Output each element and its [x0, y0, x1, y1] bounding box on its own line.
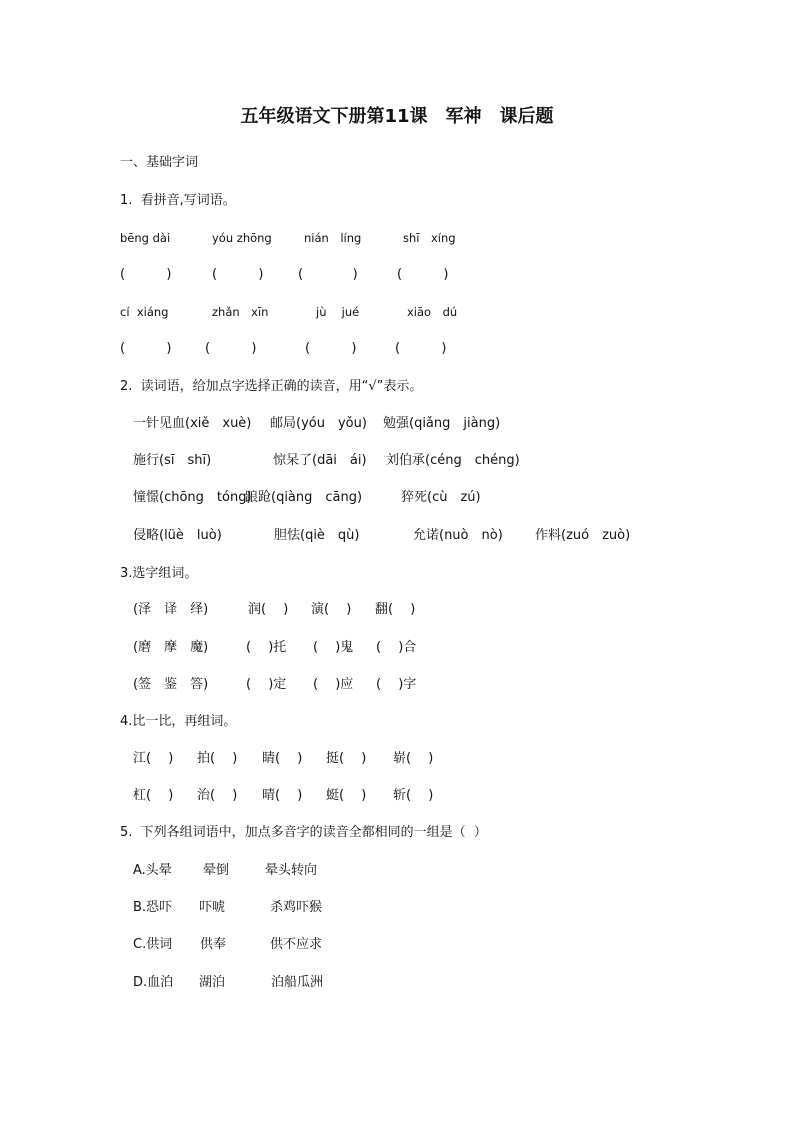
- q1-pinyin: bēng dài: [120, 231, 171, 245]
- q3-blank[interactable]: ( )托: [246, 640, 287, 655]
- q4-blank[interactable]: 睛( ): [262, 751, 303, 766]
- q2-item[interactable]: 一针见血(xiě xuè): [133, 416, 252, 431]
- q5-option-word: 供不应求: [270, 937, 323, 952]
- q1-blank[interactable]: ( ): [212, 267, 264, 282]
- q4-blank[interactable]: 晴( ): [262, 788, 303, 803]
- q1-pinyin: shī xíng: [403, 231, 456, 245]
- q5-option-word: 晕头转向: [265, 863, 318, 878]
- q5-option-word: 杀鸡吓猴: [270, 900, 323, 915]
- q5-option-word: 湖泊: [199, 975, 226, 990]
- q3-blank[interactable]: 翻( ): [375, 602, 416, 617]
- q2-item[interactable]: 施行(sī shī): [133, 453, 212, 468]
- q2-item[interactable]: 侵略(lüè luò): [133, 528, 222, 543]
- q1-blank[interactable]: ( ): [120, 267, 172, 282]
- q4-blank[interactable]: 治( ): [197, 788, 238, 803]
- q2-item[interactable]: 刘伯承(céng chéng): [386, 453, 520, 468]
- q1-blank[interactable]: ( ): [305, 341, 357, 356]
- q4-prompt: 4.比一比，再组词。: [120, 714, 237, 729]
- q3-blank[interactable]: ( )定: [246, 677, 287, 692]
- q1-pinyin: yóu zhōng: [212, 231, 272, 245]
- q4-blank[interactable]: 崭( ): [393, 751, 434, 766]
- q2-item[interactable]: 作料(zuó zuò): [535, 528, 631, 543]
- q5-prompt: 5. 下列各组词语中，加点多音字的读音全都相同的一组是（ ）: [120, 825, 487, 840]
- q5-option-word: 泊船瓜洲: [271, 975, 324, 990]
- q5-option-word: 晕倒: [203, 863, 230, 878]
- q3-choice-group: (泽 译 绎): [133, 602, 209, 617]
- q5-option-c[interactable]: C.供词: [133, 937, 173, 952]
- q4-blank[interactable]: 蜓( ): [326, 788, 367, 803]
- q3-prompt: 3.选字组词。: [120, 566, 198, 581]
- q4-blank[interactable]: 挺( ): [326, 751, 367, 766]
- q2-item[interactable]: 踉跄(qiàng cāng): [245, 490, 363, 505]
- q4-blank[interactable]: 江( ): [133, 751, 174, 766]
- q4-blank[interactable]: 拍( ): [197, 751, 238, 766]
- section-heading: 一、基础字词: [120, 155, 199, 170]
- q1-prompt: 1. 看拼音,写词语。: [120, 193, 236, 208]
- q2-item[interactable]: 邮局(yóu yǒu): [270, 416, 367, 431]
- q1-blank[interactable]: ( ): [395, 341, 447, 356]
- q5-option-d[interactable]: D.血泊: [133, 975, 174, 990]
- q2-prompt: 2. 读词语，给加点字选择正确的读音，用“√”表示。: [120, 379, 423, 394]
- q2-item[interactable]: 胆怯(qiè qù): [274, 528, 360, 543]
- q1-pinyin: zhǎn xīn: [212, 305, 269, 319]
- q3-blank[interactable]: 润( ): [248, 602, 289, 617]
- q4-blank[interactable]: 斩( ): [393, 788, 434, 803]
- q2-item[interactable]: 猝死(cù zú): [401, 490, 481, 505]
- q5-option-b[interactable]: B.恐吓: [133, 900, 173, 915]
- q3-blank[interactable]: ( )应: [313, 677, 354, 692]
- q1-blank[interactable]: ( ): [397, 267, 449, 282]
- q3-choice-group: (签 鉴 答): [133, 677, 209, 692]
- q2-item[interactable]: 勉强(qiǎng jiàng): [383, 416, 501, 431]
- q5-option-a[interactable]: A.头晕: [133, 863, 172, 878]
- q3-blank[interactable]: ( )合: [376, 640, 417, 655]
- q1-blank[interactable]: ( ): [298, 267, 358, 282]
- q2-item[interactable]: 惊呆了(dāi ái): [273, 453, 367, 468]
- q3-choice-group: (磨 摩 魔): [133, 640, 209, 655]
- q1-pinyin: jù jué: [316, 305, 360, 319]
- q5-option-word: 供奉: [200, 937, 227, 952]
- q5-option-word: 吓唬: [199, 900, 226, 915]
- q4-blank[interactable]: 杠( ): [133, 788, 174, 803]
- q3-blank[interactable]: 演( ): [311, 602, 352, 617]
- q3-blank[interactable]: ( )鬼: [313, 640, 354, 655]
- q2-item[interactable]: 憧憬(chōng tóng): [133, 490, 252, 505]
- q2-item[interactable]: 允诺(nuò nò): [413, 528, 503, 543]
- q1-pinyin: cí xiáng: [120, 305, 169, 319]
- q1-pinyin: nián líng: [304, 231, 362, 245]
- q1-blank[interactable]: ( ): [205, 341, 257, 356]
- q1-blank[interactable]: ( ): [120, 341, 172, 356]
- q3-blank[interactable]: ( )字: [376, 677, 417, 692]
- q1-pinyin: xiāo dú: [407, 305, 458, 319]
- page-title: 五年级语文下册第11课 军神 课后题: [240, 106, 554, 127]
